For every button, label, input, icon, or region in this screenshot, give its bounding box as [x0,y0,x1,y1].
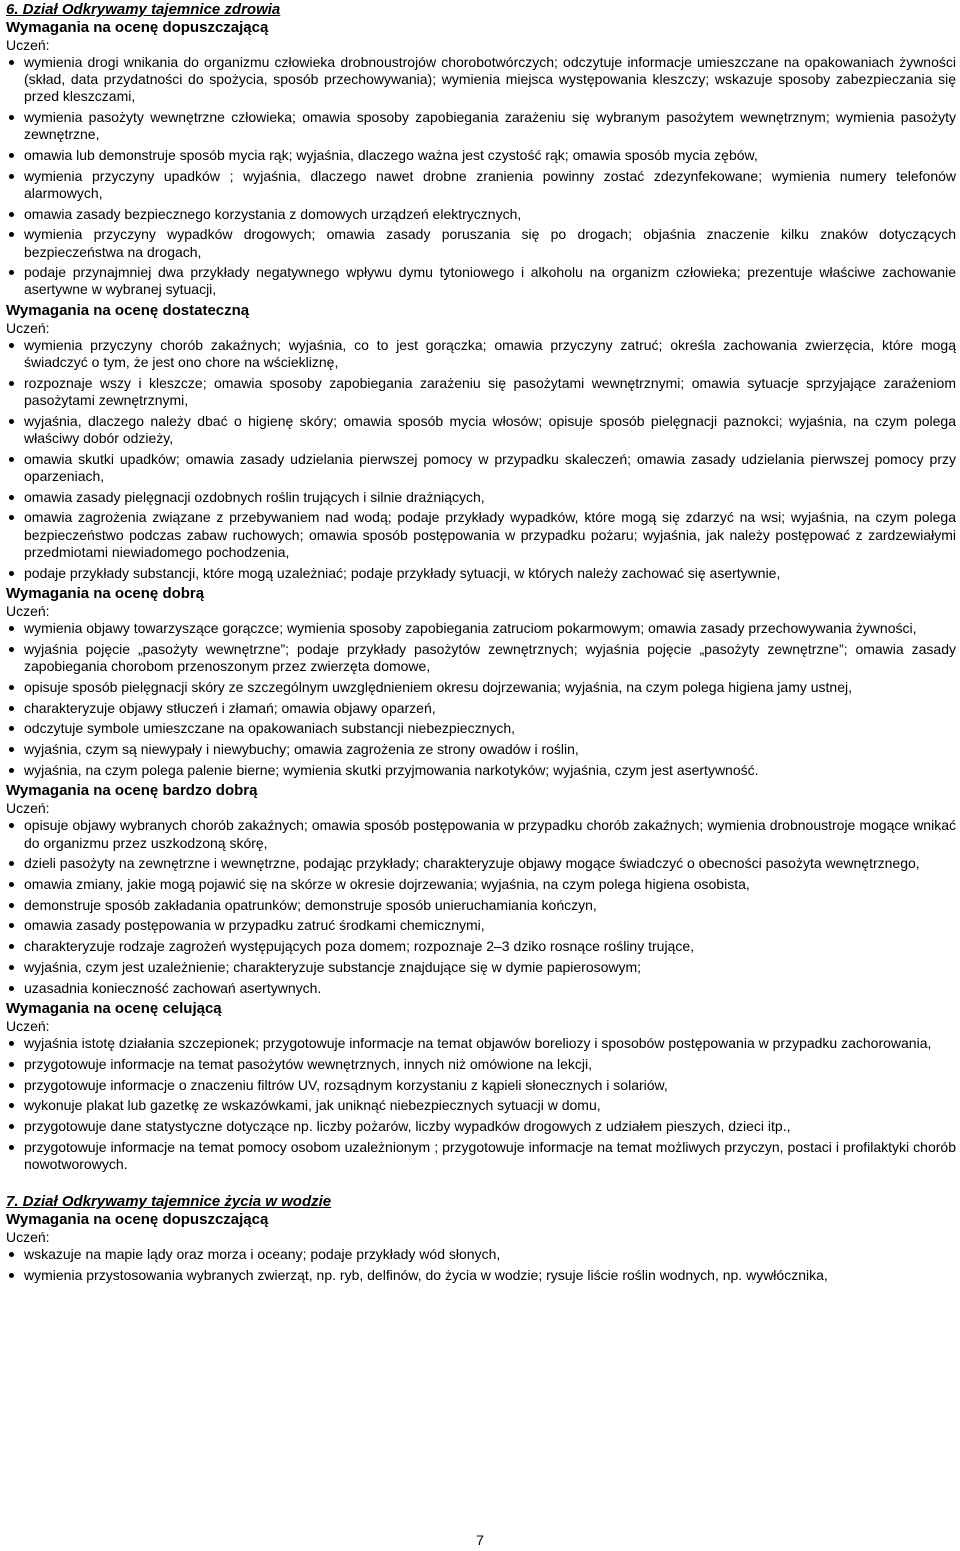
list-item-text: wymienia przyczyny upadków ; wyjaśnia, dlaczego nawet drobne zranienia powinny zostać zdezynfekowane; wymienia numery telefonów alarmowych, [24,167,956,201]
student-label: Uczeń: [6,37,50,53]
list-item [6,679,956,696]
bullet-icon [9,986,14,991]
list-item [6,54,956,106]
list-item [6,147,956,164]
list-item-text: wyjaśnia, czym są niewypały i niewybuchy; omawia zagrożenia ze strony owadów i roślin, [24,741,579,757]
list-item [6,876,956,893]
grade-heading: Wymagania na ocenę dostateczną [6,302,250,320]
list-item [6,1097,956,1114]
list-item [6,226,956,260]
list-item-text: opisuje objawy wybranych chorób zakaźnych; omawia sposób postępowania w przypadku chorób zakaźnych; wymienia drobnoustroje mogące wnikać do organizmu przez uszkodzoną skórę, [24,817,956,851]
bullet-icon [9,1145,14,1150]
bullet-icon [9,115,14,120]
list-item [6,959,956,976]
list-item-text: omawia skutki upadków; omawia zasady udzielania pierwszej pomocy w przypadku skaleczeń; omawia zasady udzielania pierwszej pomocy przy oparzeniach, [24,450,956,485]
bullet-icon [9,212,14,217]
bullet-icon [9,861,14,866]
section [6,0,956,1173]
list-item-text: wyjaśnia, dlaczego należy dbać o higienę skóry; omawia sposób mycia włosów; opisuje sposób pielęgnacji paznokci; wyjaśnia, na czym polega właściwy dobór odzieży, [24,412,956,447]
list-item [6,509,956,561]
section [6,1192,956,1284]
document-page [6,0,956,1288]
bullet-icon [9,747,14,752]
bullet-icon [9,965,14,970]
list-item [6,337,956,371]
bullet-icon [9,515,14,520]
list-item-text: omawia lub demonstruje sposób mycia rąk; wyjaśnia, dlaczego ważna jest czystość rąk; omawia sposób mycia zębów, [24,147,758,164]
list-item-text: wykonuje plakat lub gazetkę ze wskazówkami, jak uniknąć niebezpiecznych sytuacji w domu, [24,1097,601,1114]
list-item-text: charakteryzuje objawy stłuczeń i złamań; omawia objawy oparzeń, [24,699,436,716]
list-item-text: przygotowuje dane statystyczne dotyczące np. liczby pożarów, liczby wypadków drogowych z udziałem pieszych, dzieci itp., [24,1118,791,1135]
bullet-icon [9,419,14,424]
list-item-text: wyjaśnia istotę działania szczepionek; przygotowuje informacje na temat objawów boreliozy i sposobów postępowania w przypadku zachorowania, [24,1035,932,1052]
list-item-text: wyjaśnia pojęcie „pasożyty wewnętrzne”; podaje przykłady pasożytów zewnętrznych; wyjaśnia pojęcie „pasożyty zewnętrzne”; omawia zasady zapobiegania chorobom przenoszonym przez zwierzęta domowe, [24,640,956,675]
list-item [6,641,956,675]
grade-heading: Wymagania na ocenę dopuszczającą [6,1211,269,1229]
list-item [6,1139,956,1173]
list-item-text: demonstruje sposób zakładania opatrunków; demonstruje sposób unieruchamiania kończyn, [24,896,597,913]
list-item [6,1077,956,1094]
grade-heading: Wymagania na ocenę dobrą [6,585,205,603]
bullet-icon [9,1041,14,1046]
student-label: Uczeń: [6,1018,50,1035]
list-item-text: omawia zmiany, jakie mogą pojawić się na skórze w okresie dojrzewania; wyjaśnia, na czym polega higiena osobista, [24,876,750,893]
list-item-text: wymienia pasożyty wewnętrzne człowieka; omawia sposoby zapobiegania zarażeniu się wybranym pasożytem wewnętrznym; wymienia pasożyty zewnętrzne, [24,109,956,143]
grade-heading: Wymagania na ocenę celującą [6,1000,222,1018]
student-label: Uczeń: [6,1229,50,1246]
list-item [6,700,956,717]
list-item-text: opisuje sposób pielęgnacji skóry ze szczególnym uwzględnieniem okresu dojrzewania; wyjaśnia, na czym polega higiena jamy ustnej, [24,678,852,695]
section-title: 7. Dział Odkrywamy tajemnice życia w wodzie [6,1193,332,1211]
bullet-icon [9,1252,14,1257]
bullet-icon [9,381,14,386]
list-item [6,817,956,851]
list-item-text: wymienia objawy towarzyszące gorączce; wymienia sposoby zapobiegania zatruciom pokarmowym; omawia zasady przechowywania żywności, [24,620,917,637]
list-item [6,264,956,298]
bullet-icon [9,768,14,773]
bullet-icon [9,457,14,462]
requirements-list [6,620,956,779]
page-number: 7 [476,1532,484,1548]
list-item [6,109,956,143]
list-item [6,741,956,758]
list-item-text: przygotowuje informacje na temat pasożytów wewnętrznych, innych niż omówione na lekcji, [24,1055,593,1072]
requirements-list [6,1035,956,1173]
list-item [6,413,956,447]
list-item-text: charakteryzuje rodzaje zagrożeń występujących poza domem; rozpoznaje 2–3 dziko rosnące rośliny trujące, [24,938,695,955]
student-label: Uczeń: [6,320,50,337]
list-item [6,375,956,409]
bullet-icon [9,495,14,500]
list-item-text: wyjaśnia, czym jest uzależnienie; charakteryzuje substancje znajdujące się w dymie papierosowym; [24,958,642,975]
list-item-text: omawia zasady postępowania w przypadku zatruć środkami chemicznymi, [24,917,485,934]
list-item [6,1056,956,1073]
list-item [6,1118,956,1135]
list-item-text: wyjaśnia, na czym polega palenie bierne; wymienia skutki przyjmowania narkotyków; wyjaśnia, czym jest asertywność. [24,761,759,778]
list-item [6,451,956,485]
requirements-list [6,817,956,996]
list-item-text: rozpoznaje wszy i kleszcze; omawia sposoby zapobiegania zarażeniu się pasożytami wewnętrznymi; omawia sytuacje sprzyjające zarażeniom pasożytami zewnętrznymi, [24,375,956,409]
requirements-list [6,54,956,299]
list-item [6,938,956,955]
bullet-icon [9,944,14,949]
list-item [6,168,956,202]
list-item-text: podaje przykłady substancji, które mogą uzależniać; podaje przykłady sytuacji, w których należy zachować się asertywnie, [24,564,781,581]
list-item-text: dzieli pasożyty na zewnętrzne i wewnętrzne, podając przykłady; charakteryzuje objawy mogące świadczyć o obecności pasożyta wewnętrznego, [24,855,920,872]
grade-heading: Wymagania na ocenę bardzo dobrą [6,782,258,800]
bullet-icon [9,153,14,158]
list-item [6,762,956,779]
list-item-text: omawia zasady pielęgnacji ozdobnych roślin trujących i silnie drażniących, [24,488,485,505]
list-item [6,720,956,737]
bullet-icon [9,882,14,887]
list-item [6,206,956,223]
list-item [6,1035,956,1052]
list-item-text: wskazuje na mapie lądy oraz morza i oceany; podaje przykłady wód słonych, [24,1246,501,1263]
student-label: Uczeń: [6,603,50,620]
list-item [6,1267,956,1284]
list-item-text: wymienia drogi wnikania do organizmu człowieka drobnoustrojów chorobotwórczych; odczytuje informacje umieszczane na opakowaniach żywności (skład, data przydatności do spożycia, sposób przechowywania); wymienia miejsca występowania kleszczy; wskazuje sposoby zabezpieczania się przed kleszczami, [24,54,956,105]
bullet-icon [9,270,14,275]
bullet-icon [9,1103,14,1108]
bullet-icon [9,232,14,237]
list-item-text: omawia zasady bezpiecznego korzystania z domowych urządzeń elektrycznych, [24,205,522,222]
bullet-icon [9,60,14,65]
bullet-icon [9,706,14,711]
grade-heading: Wymagania na ocenę dopuszczającą [6,19,269,36]
list-item-text: wymienia przystosowania wybranych zwierząt, np. ryb, delfinów, do życia w wodzie; rysuje liście roślin wodnych, np. wywłócznika, [24,1266,828,1283]
bullet-icon [9,626,14,631]
list-item [6,897,956,914]
bullet-icon [9,903,14,908]
student-label: Uczeń: [6,800,50,817]
section-title: 6. Dział Odkrywamy tajemnice zdrowia [6,1,281,18]
bullet-icon [9,647,14,652]
list-item-text: uzasadnia konieczność zachowań asertywnych. [24,979,322,996]
list-item-text: odczytuje symbole umieszczane na opakowaniach substancji niebezpiecznych, [24,720,516,737]
list-item [6,620,956,637]
bullet-icon [9,343,14,348]
list-item [6,855,956,872]
list-item [6,980,956,997]
bullet-icon [9,923,14,928]
bullet-icon [9,726,14,731]
list-item-text: wymienia przyczyny wypadków drogowych; omawia zasady poruszania się po drogach; objaśnia znaczenie kilku znaków dotyczących bezpieczeństwa na drogach, [24,226,956,260]
list-item-text: omawia zagrożenia związane z przebywaniem nad wodą; podaje przykłady wypadków, które mogą się zdarzyć na wsi; wyjaśnia, na czym polega bezpieczeństwo podczas zabaw ruchowych; omawia sposób postępowania w przypadku pożaru; wyjaśnia, jak należy postępować z zardzewiałymi przedmiotami niewiadomego pochodzenia, [24,509,956,560]
bullet-icon [9,1273,14,1278]
list-item-text: wymienia przyczyny chorób zakaźnych; wyjaśnia, co to jest gorączka; omawia przyczyny zatruć; określa zachowania zwierzęcia, które mogą świadczyć o tym, że jest ono chore na wściekliznę, [24,337,956,371]
list-item [6,1246,956,1263]
bullet-icon [9,1062,14,1067]
list-item [6,917,956,934]
requirements-list [6,1246,956,1284]
bullet-icon [9,571,14,576]
requirements-list [6,337,956,582]
bullet-icon [9,1124,14,1129]
bullet-icon [9,1083,14,1088]
list-item [6,565,956,582]
bullet-icon [9,685,14,690]
bullet-icon [9,823,14,828]
list-item-text: przygotowuje informacje o znaczeniu filtrów UV, rozsądnym korzystaniu z kąpieli słonecznych i solariów, [24,1076,668,1093]
list-item-text: przygotowuje informacje na temat pomocy osobom uzależnionym ; przygotowuje informacje na temat możliwych przyczyn, postaci i profilaktyki chorób nowotworowych. [24,1138,956,1172]
list-item-text: podaje przynajmniej dwa przykłady negatywnego wpływu dymu tytoniowego i alkoholu na organizm człowieka; prezentuje właściwe zachowanie asertywne w wybranej sytuacji, [24,264,956,298]
list-item [6,489,956,506]
bullet-icon [9,174,14,179]
